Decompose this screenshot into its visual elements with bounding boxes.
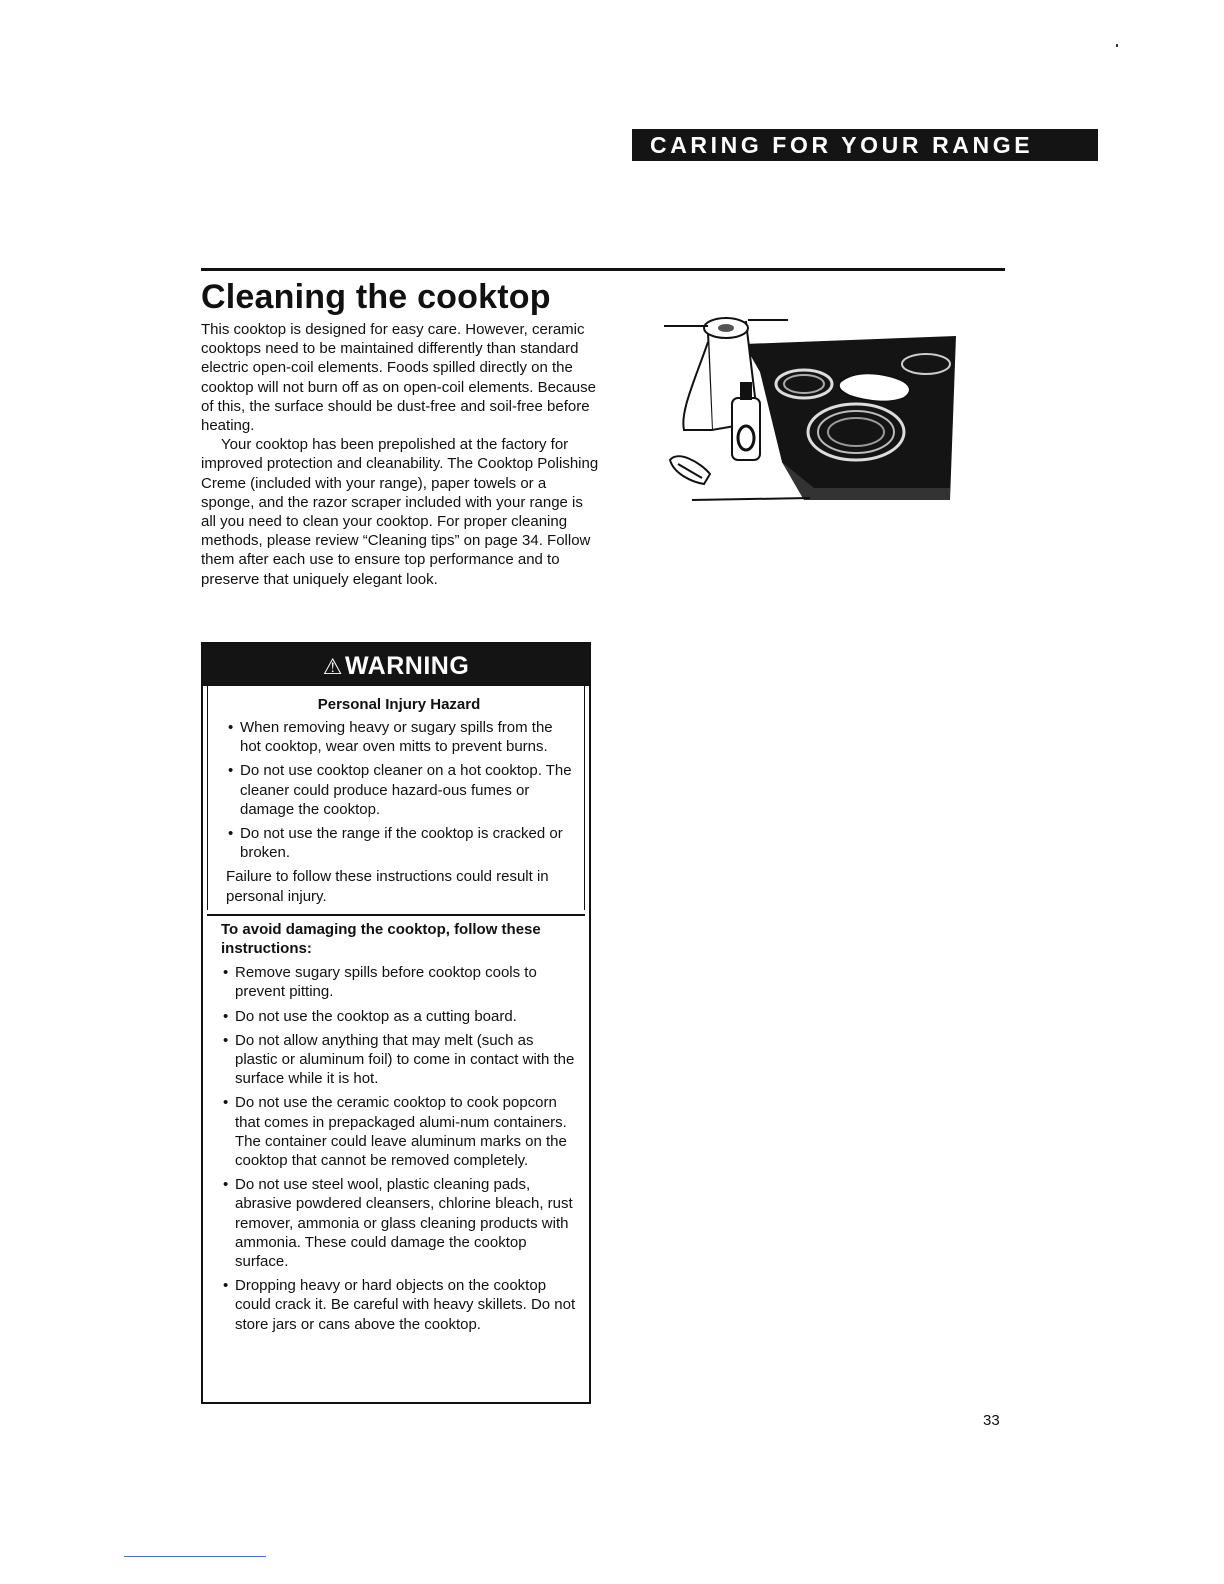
title-rule xyxy=(201,268,1005,271)
paper-towel-sheet xyxy=(683,342,712,430)
caution-item: • Do not use the ceramic cooktop to cook popcorn that comes in prepackaged alumi-num containers. The container could leave aluminum marks on the cooktop that cannot be removed completely. xyxy=(221,1093,577,1170)
paper-towel-core xyxy=(718,324,734,332)
warning-item: • Do not use the range if the cooktop is cracked or broken. xyxy=(226,824,572,862)
caution-title: To avoid damaging the cooktop, follow these instructions: xyxy=(221,920,541,958)
caution-list xyxy=(221,963,577,1334)
warning-footer: Failure to follow these instructions could result in personal injury. xyxy=(226,868,549,905)
warning-item: • Do not use cooktop cleaner on a hot cooktop. The cleaner could produce hazard-ous fumes or damage the cooktop. xyxy=(226,761,572,819)
caution-item: • Do not allow anything that may melt (such as plastic or aluminum foil) to come in contact with the surface while it is hot. xyxy=(221,1031,577,1089)
caution-item: • Do not use the cooktop as a cutting board. xyxy=(221,1007,577,1026)
hazard-title: Personal Injury Hazard xyxy=(317,696,481,713)
caution-section xyxy=(203,916,589,1334)
intro-text xyxy=(201,320,601,589)
section-banner: CARING FOR YOUR RANGE xyxy=(632,129,1098,161)
warning-header xyxy=(203,644,589,686)
caution-item: • Remove sugary spills before cooktop cools to prevent pitting. xyxy=(221,963,577,1001)
page-number: 33 xyxy=(983,1412,1000,1429)
scan-mark xyxy=(1116,44,1118,47)
caution-item: • Dropping heavy or hard objects on the cooktop could crack it. Be careful with heavy skillets. Do not store jars or cans above the cooktop. xyxy=(221,1276,577,1334)
warning-list xyxy=(226,718,572,862)
warning-body xyxy=(207,686,585,910)
counter-line xyxy=(692,498,810,500)
cooktop-cleaning-illustration xyxy=(664,312,956,504)
warning-label: WARNING xyxy=(344,652,470,680)
warning-box xyxy=(201,642,591,1404)
intro-paragraph: This cooktop is designed for easy care. However, ceramic cooktops need to be maintained differently than standard electric open-coil elements. Foods spilled directly on the cooktop will not burn off as on open-coil elements. Because of this, the surface should be dust-free and soil-free before heating. xyxy=(201,321,596,435)
warning-triangle-icon: ⚠ xyxy=(322,654,343,679)
intro-paragraph: Your cooktop has been prepolished at the factory for improved protection and cleanability. The Cooktop Polishing Creme (included with your range), paper towels or a sponge, and the razor scraper included with your range is all you need to clean your cooktop. For proper cleaning methods, please review “Cleaning tips” on page 34. Follow them after each use to ensure top performance and to preserve that uniquely elegant look. xyxy=(201,436,599,588)
caution-item: • Do not use steel wool, plastic cleaning pads, abrasive powdered cleansers, chlorine bleach, rust remover, ammonia or glass cleaning products with ammonia. These could damage the cooktop surface. xyxy=(221,1175,577,1271)
bottle-cap-icon xyxy=(740,382,752,400)
warning-inner xyxy=(207,686,585,916)
footer-rule xyxy=(124,1556,266,1557)
warning-item: • When removing heavy or sugary spills from the hot cooktop, wear oven mitts to prevent burns. xyxy=(226,718,572,756)
page-title: Cleaning the cooktop xyxy=(201,278,551,316)
